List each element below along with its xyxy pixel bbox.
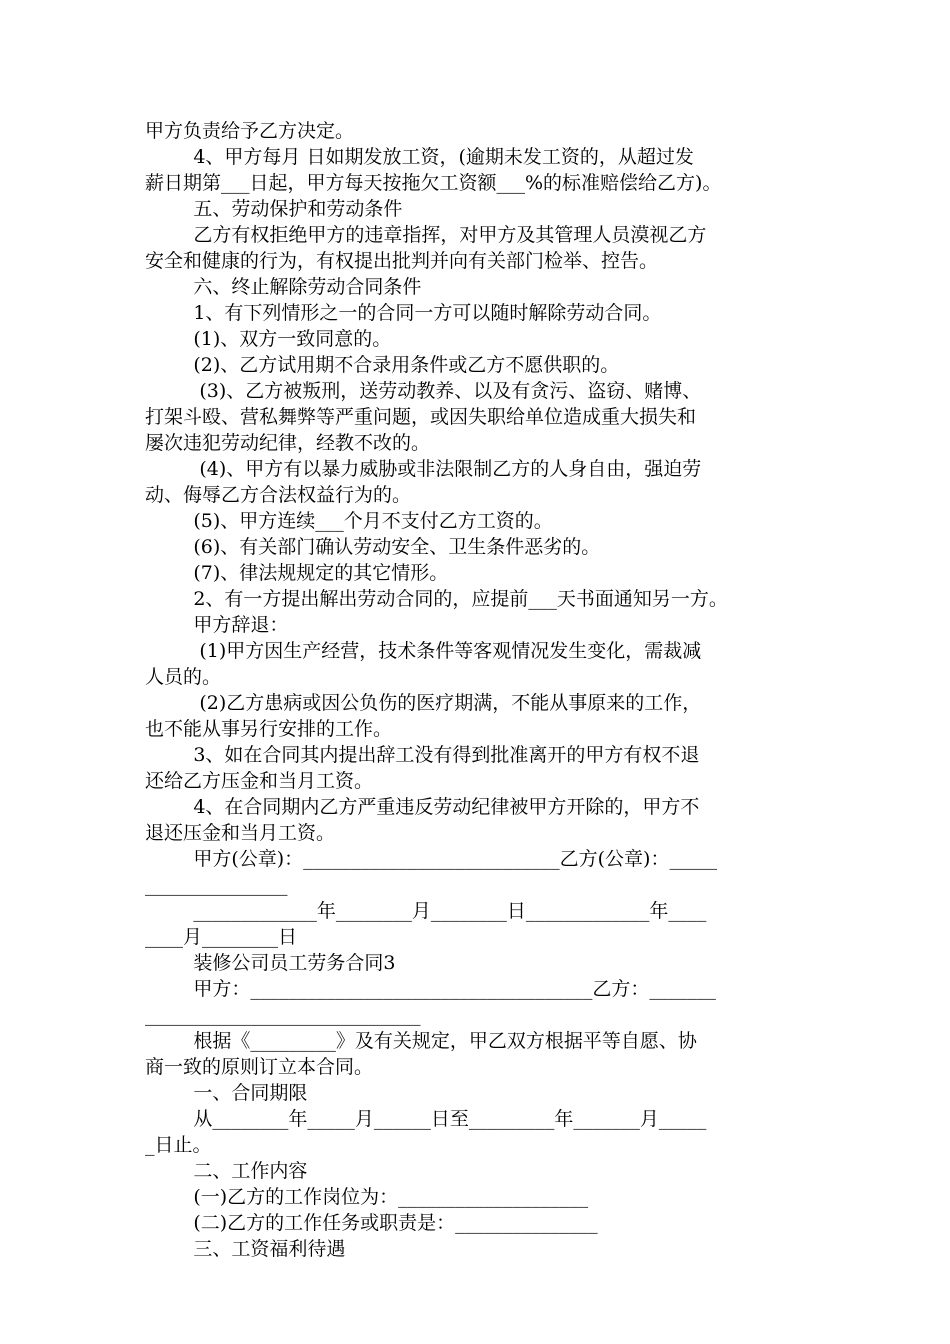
text-line: (7)、律法规规定的其它情形。 bbox=[145, 562, 449, 584]
text-line: 根据《_________》及有关规定，甲乙双方根据平等自愿、协 bbox=[145, 1030, 697, 1052]
date-line: _____________年________月________日_____________年____ bbox=[145, 900, 707, 922]
contract-title: 装修公司员工劳务合同3 bbox=[145, 952, 396, 974]
party-line: _____________________________ bbox=[145, 1004, 421, 1026]
section-heading: 三、工资福利待遇 bbox=[145, 1238, 346, 1260]
text-line: (2)、乙方试用期不合录用条件或乙方不愿供职的。 bbox=[145, 354, 620, 376]
text-line: 3、如在合同其内提出辞工没有得到批准离开的甲方有权不退 bbox=[145, 744, 700, 766]
text-line: _日止。 bbox=[145, 1134, 212, 1156]
signature-line: 甲方(公章)：___________________________乙方(公章)：_____ bbox=[145, 848, 717, 870]
text-line: 4、甲方每月 日如期发放工资，(逾期未发工资的，从超过发 bbox=[145, 146, 694, 168]
text-line: 商一致的原则订立本合同。 bbox=[145, 1056, 374, 1078]
signature-line: _______________ bbox=[145, 874, 288, 896]
text-line: 2、有一方提出解出劳动合同的，应提前___天书面通知另一方。 bbox=[145, 588, 728, 610]
text-line: (二)乙方的工作任务或职责是：_______________ bbox=[145, 1212, 598, 1234]
text-line: 人员的。 bbox=[145, 666, 222, 688]
section-heading: 五、劳动保护和劳动条件 bbox=[145, 198, 403, 220]
text-line: 安全和健康的行为，有权提出批判并向有关部门检举、控告。 bbox=[145, 250, 659, 272]
text-line: (5)、甲方连续___个月不支付乙方工资的。 bbox=[145, 510, 553, 532]
section-heading: 二、工作内容 bbox=[145, 1160, 308, 1182]
text-line: 也不能从事另行安排的工作。 bbox=[145, 718, 393, 740]
text-line: 从________年_____月______日至_________年_______月_____ bbox=[145, 1108, 707, 1130]
text-line: (一)乙方的工作岗位为：____________________ bbox=[145, 1186, 589, 1208]
text-line: (1)、双方一致同意的。 bbox=[145, 328, 392, 350]
text-line: 动、侮辱乙方合法权益行为的。 bbox=[145, 484, 412, 506]
text-line: (6)、有关部门确认劳动安全、卫生条件恶劣的。 bbox=[145, 536, 601, 558]
text-line: (1)甲方因生产经营，技术条件等客观情况发生变化，需裁减 bbox=[145, 640, 702, 662]
text-line: 打架斗殴、营私舞弊等严重问题，或因失职给单位造成重大损失和 bbox=[145, 406, 697, 428]
text-line: 屡次违犯劳动纪律，经教不改的。 bbox=[145, 432, 431, 454]
party-line: 甲方：____________________________________乙方：_______ bbox=[145, 978, 716, 1000]
text-line: (2)乙方患病或因公负伤的医疗期满，不能从事原来的工作， bbox=[145, 692, 702, 714]
text-line: (4)、甲方有以暴力威胁或非法限制乙方的人身自由，强迫劳 bbox=[145, 458, 702, 480]
section-heading: 六、终止解除劳动合同条件 bbox=[145, 276, 422, 298]
date-line: ____月________日 bbox=[145, 926, 298, 948]
text-line: 还给乙方压金和当月工资。 bbox=[145, 770, 374, 792]
text-line: 退还压金和当月工资。 bbox=[145, 822, 336, 844]
text-line: (3)、乙方被叛刑，送劳动教养、以及有贪污、盗窃、赌博、 bbox=[145, 380, 702, 402]
text-line: 1、有下列情形之一的合同一方可以随时解除劳动合同。 bbox=[145, 302, 662, 324]
section-heading: 一、合同期限 bbox=[145, 1082, 308, 1104]
text-line: 甲方负责给予乙方决定。 bbox=[145, 120, 355, 142]
text-line: 甲方辞退： bbox=[145, 614, 289, 636]
text-line: 薪日期第___日起，甲方每天按拖欠工资额___%的标准赔偿给乙方)。 bbox=[145, 172, 722, 194]
text-line: 4、在合同期内乙方严重违反劳动纪律被甲方开除的，甲方不 bbox=[145, 796, 700, 818]
text-line: 乙方有权拒绝甲方的违章指挥，对甲方及其管理人员漠视乙方 bbox=[145, 224, 707, 246]
document-body bbox=[145, 118, 810, 1262]
